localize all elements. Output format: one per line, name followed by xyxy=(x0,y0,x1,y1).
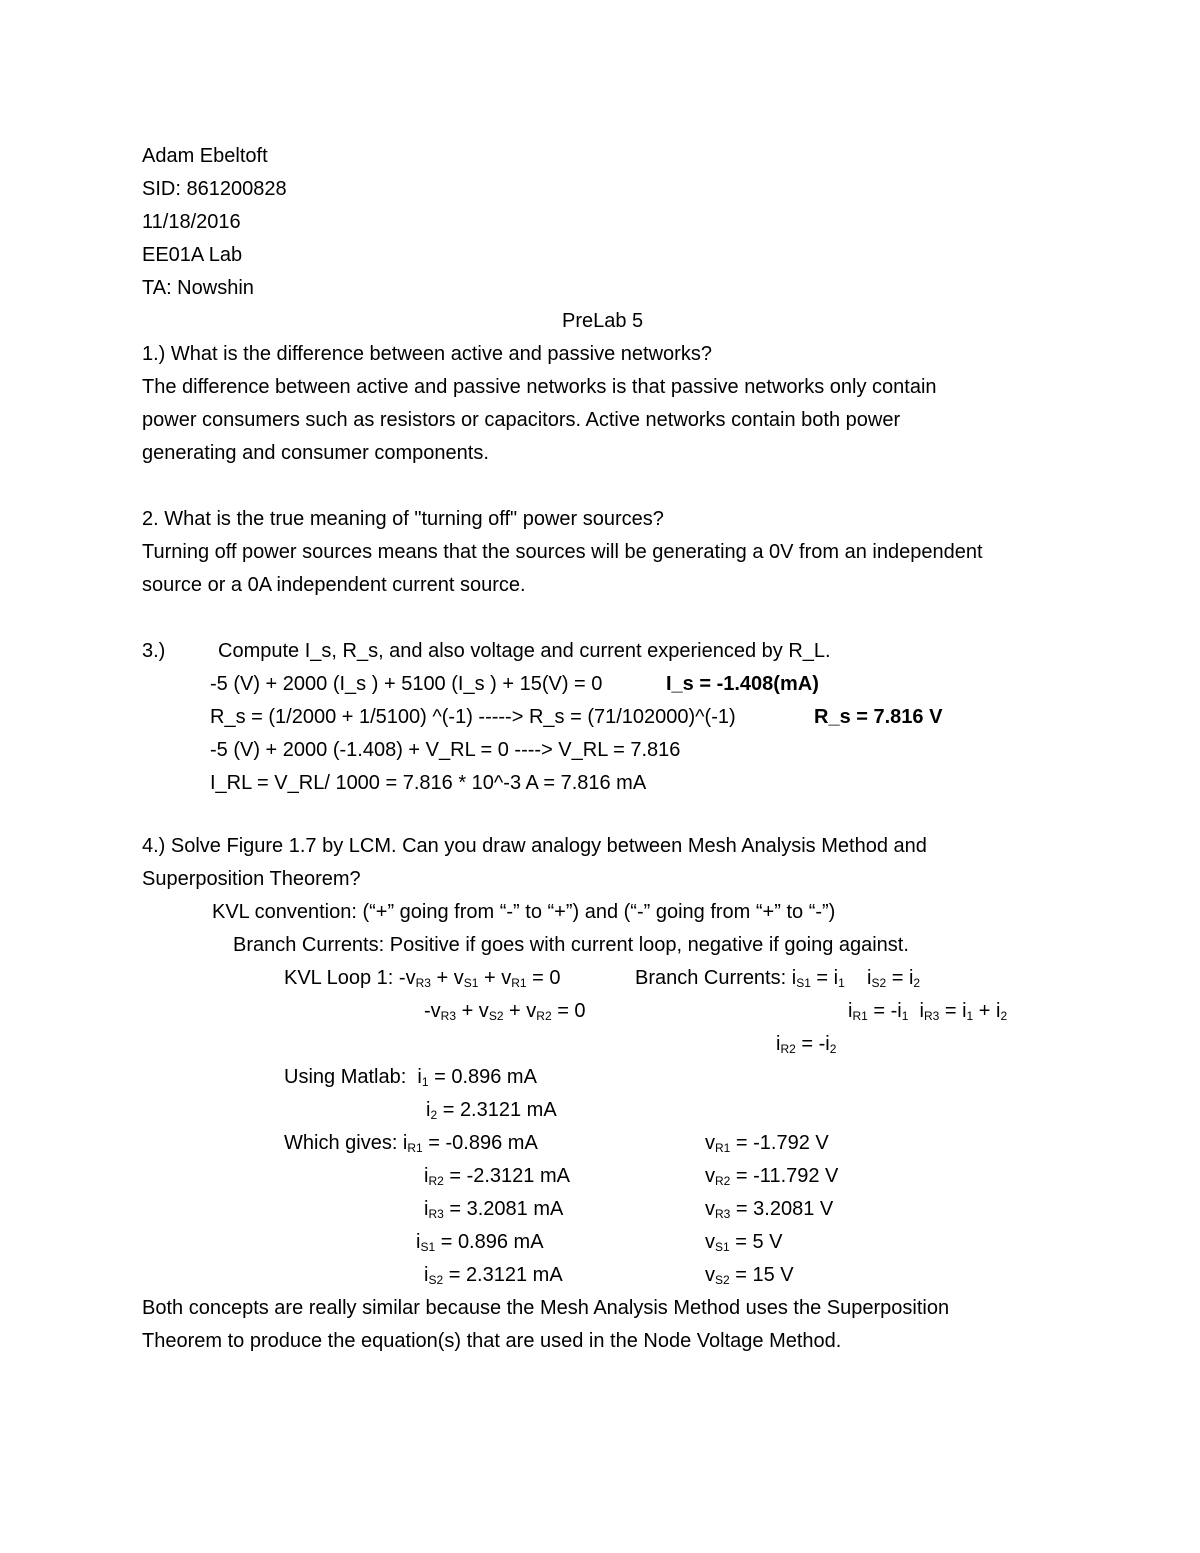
iS2-value: 2.3121 mA xyxy=(465,1264,563,1286)
answer-1-line: generating and consumer components. xyxy=(142,442,489,464)
result-iR2: $i_{R2} = -2.3121$ mA xyxy=(424,1165,570,1188)
question-1: 1.) What is the difference between active and passive networks? xyxy=(142,343,712,365)
result-vS2: $v_{S2} = 15$ V xyxy=(705,1264,794,1287)
question-4-line: 4.) Solve Figure 1.7 by LCM. Can you draw analogy between Mesh Analysis Method and xyxy=(142,835,927,857)
branch-currents-label: Branch Currents: xyxy=(635,967,792,989)
equation-3: -5 (V) + 2000 (-1.408) + V_RL = 0 ----> V_RL = 7.816 xyxy=(210,739,681,761)
vS2-value: 15 V xyxy=(752,1264,794,1286)
kvl-loop-label: KVL Loop 1: xyxy=(284,967,399,989)
i2-value: 2.3121 mA xyxy=(459,1099,557,1121)
answer-2-line: Turning off power sources means that the sources will be generating a 0V from an independent xyxy=(142,541,983,563)
kvl-convention: KVL convention: (“+” going from “-” to “+”) and (“-” going from “+” to “-”) xyxy=(212,901,836,923)
kvl-loop-1: KVL Loop 1: $-v_{R3} + v_{S1} + v_{R1} = 0$ xyxy=(284,967,561,990)
vS1-value: 5 V xyxy=(752,1231,783,1253)
iR2-value: -2.3121 mA xyxy=(466,1165,570,1187)
teaching-assistant: TA: Nowshin xyxy=(142,277,254,299)
answer-1-line: power consumers such as resistors or capacitors. Active networks contain both power xyxy=(142,409,901,431)
page-title: PreLab 5 xyxy=(562,310,644,332)
iR1-value: -0.896 mA xyxy=(445,1132,538,1154)
student-id: SID: 861200828 xyxy=(142,178,287,200)
question-2: 2. What is the true meaning of "turning off" power sources? xyxy=(142,508,664,530)
answer-1-line: The difference between active and passive networks is that passive networks only contain xyxy=(142,376,937,398)
equation-2-result: R_s = 7.816 V xyxy=(814,706,943,728)
iS1-value: 0.896 mA xyxy=(457,1231,544,1253)
question-3-number: 3.) xyxy=(142,640,166,662)
matlab-i1: Using Matlab: $i_1 = 0.896$ mA xyxy=(284,1066,537,1089)
equation-1-result: I_s = -1.408(mA) xyxy=(666,673,819,695)
conclusion-line: Both concepts are really similar because the Mesh Analysis Method uses the Superposition xyxy=(142,1297,950,1319)
matlab-label: Using Matlab: xyxy=(284,1066,407,1088)
conclusion-line: Theorem to produce the equation(s) that are used in the Node Voltage Method. xyxy=(142,1330,842,1352)
equation-2: R_s = (1/2000 + 1/5100) ^(-1) -----> R_s = (71/102000)^(-1) xyxy=(210,706,736,728)
iR3-value: 3.2081 mA xyxy=(466,1198,564,1220)
matlab-i2: $i_2 = 2.3121$ mA xyxy=(426,1099,557,1122)
question-4-line: Superposition Theorem? xyxy=(142,868,361,890)
result-iR1: Which gives: $i_{R1} = -0.896$ mA xyxy=(284,1132,538,1155)
result-vR3: $v_{R3} = 3.2081$ V xyxy=(705,1198,834,1221)
vR3-value: 3.2081 V xyxy=(753,1198,834,1220)
answer-2-line: source or a 0A independent current source. xyxy=(142,574,526,596)
branch-currents-1: Branch Currents: $i_{S1} = i_1$ $i_{S2} = i_2$ xyxy=(635,967,921,990)
author-name: Adam Ebeltoft xyxy=(142,145,268,167)
result-vR2: $v_{R2} = -11.792$ V xyxy=(705,1165,839,1188)
result-iS2: $i_{S2} = 2.3121$ mA xyxy=(424,1264,563,1287)
date: 11/18/2016 xyxy=(142,211,241,233)
i1-value: 0.896 mA xyxy=(451,1066,537,1088)
branch-convention: Branch Currents: Positive if goes with current loop, negative if going against. xyxy=(233,934,909,956)
result-iR3: $i_{R3} = 3.2081$ mA xyxy=(424,1198,564,1221)
result-vS1: $v_{S1} = 5$ V xyxy=(705,1231,783,1254)
vR1-value: -1.792 V xyxy=(753,1132,829,1154)
question-3: Compute I_s, R_s, and also voltage and current experienced by R_L. xyxy=(218,640,831,662)
equation-1: -5 (V) + 2000 (I_s ) + 5100 (I_s ) + 15(V) = 0 xyxy=(210,673,603,695)
equation-4: I_RL = V_RL/ 1000 = 7.816 * 10^-3 A = 7.816 mA xyxy=(210,772,647,794)
result-vR1: $v_{R1} = -1.792$ V xyxy=(705,1132,829,1155)
branch-currents-2: $i_{R1} = -i_1$ $i_{R3} = i_1 + i_2$ xyxy=(848,1000,1008,1023)
branch-currents-3: $i_{R2} = -i_2$ xyxy=(776,1033,837,1056)
which-gives-label: Which gives: xyxy=(284,1132,398,1154)
kvl-loop-2: $-v_{R3} + v_{S2} + v_{R2} = 0$ xyxy=(424,1000,586,1023)
result-iS1: $i_{S1} = 0.896$ mA xyxy=(416,1231,544,1254)
course: EE01A Lab xyxy=(142,244,243,266)
vR2-value: -11.792 V xyxy=(753,1165,839,1187)
